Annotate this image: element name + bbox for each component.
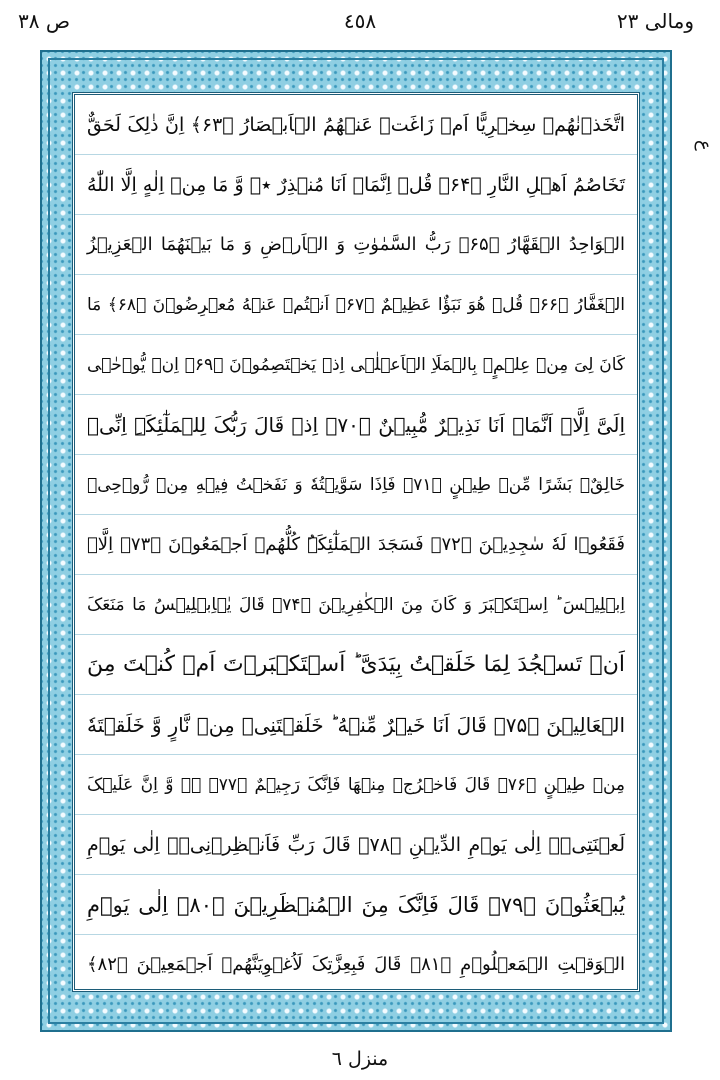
ornamental-border (40, 50, 672, 1032)
verse-line-13: لَعۡنَتِیۡۤ اِلٰی یَوۡمِ الدِّیۡنِ ﴿۷۸﴾ قَالَ رَبِّ فَاَنۡظِرۡنِیۡۤ اِلٰی یَوۡمِ (75, 815, 637, 875)
verse-line-8: فَقَعُوۡا لَهٗ سٰجِدِیۡنَ ﴿۷۲﴾ فَسَجَدَ الۡمَلٰٓئِکَۃُ کُلُّهُمۡ اَجۡمَعُوۡنَ ﴿۷۳﴾ اِلَّاۤ (75, 515, 637, 575)
verse-line-15: الۡوَقۡتِ الۡمَعۡلُوۡمِ ﴿۸۱﴾ قَالَ فَبِعِزَّتِکَ لَاُغۡوِیَنَّهُمۡ اَجۡمَعِیۡنَ ﴿۸۲﴾ (87, 954, 626, 975)
manzil-footer: منزل ٦ (331, 1048, 389, 1070)
verse-line-9: اِبۡلِیۡسَ ؕ اِسۡتَکۡبَرَ وَ کَانَ مِنَ الۡکٰفِرِیۡنَ ﴿۷۴﴾ قَالَ یٰۤاِبۡلِیۡسُ مَا مَنَعَکَ (75, 575, 637, 635)
verse-line-12: مِنۡ طِیۡنٍ ﴿۷۶﴾ قَالَ فَاخۡرُجۡ مِنۡهَا فَاِنَّکَ رَجِیۡمٌ ﴿۷۷﴾ ۖۚ وَّ اِنَّ عَلَیۡکَ (75, 755, 637, 815)
verse-panel (72, 92, 640, 992)
ruku-marker: ع (694, 140, 715, 151)
verse-line-7: خَالِقٌۢ بَشَرًا مِّنۡ طِیۡنٍ ﴿۷۱﴾ فَاِذَا سَوَّیۡتُهٗ وَ نَفَخۡتُ فِیۡهِ مِنۡ رُّوۡحِیۡ (75, 455, 637, 515)
verse-line-1: اتَّخَذۡنٰهُمۡ سِخۡرِیًّا اَمۡ زَاغَتۡ عَنۡهُمُ الۡاَبۡصَارُ ﴿۶۳﴾ اِنَّ ذٰلِکَ لَحَقٌّ (75, 95, 637, 155)
page-number: ٤٥٨ (343, 9, 377, 33)
verse-line-2: تَخَاصُمُ اَهۡلِ النَّارِ ﴿۶۴﴾ قُلۡ اِنَّمَاۤ اَنَا مُنۡذِرٌ ٭ۖ وَّ مَا مِنۡ اِلٰهٍ اِلَّا اللّٰهُ (75, 155, 637, 215)
verse-line-10: اَنۡ تَسۡجُدَ لِمَا خَلَقۡتُ بِیَدَیَّ ؕ اَسۡتَکۡبَرۡتَ اَمۡ کُنۡتَ مِنَ (75, 635, 637, 695)
verse-line-4: الۡغَفَّارُ ﴿۶۶﴾ قُلۡ هُوَ نَبَؤٌا عَظِیۡمٌ ﴿۶۷﴾ اَنۡتُمۡ عَنۡهُ مُعۡرِضُوۡنَ ﴿۶۸﴾ مَا (75, 275, 637, 335)
verse-line-5: کَانَ لِیَ مِنۡ عِلۡمٍۭ بِالۡمَلَاِ الۡاَعۡلٰۤی اِذۡ یَخۡتَصِمُوۡنَ ﴿۶۹﴾ اِنۡ یُّوۡحٰۤی (75, 335, 637, 395)
juz-name: ومالی ٢٣ (616, 9, 694, 33)
verse-line-11: الۡعَالِیۡنَ ﴿۷۵﴾ قَالَ اَنَا خَیۡرٌ مِّنۡهُ ؕ خَلَقۡتَنِیۡ مِنۡ نَّارٍ وَّ خَلَقۡتَهٗ (75, 695, 637, 755)
verse-line-6: اِلَیَّ اِلَّاۤ اَنَّمَاۤ اَنَا نَذِیۡرٌ مُّبِیۡنٌ ﴿۷۰﴾ اِذۡ قَالَ رَبُّکَ لِلۡمَلٰٓئِکَۃِ اِنِّیۡ (75, 395, 637, 455)
verse-line-3: الۡوَاحِدُ الۡقَهَّارُ ﴿۶۵﴾ رَبُّ السَّمٰوٰتِ وَ الۡاَرۡضِ وَ مَا بَیۡنَهُمَا الۡعَزِیۡزُ (75, 215, 637, 275)
surah-reference: ص ٣٨ (18, 9, 71, 33)
page-header (0, 0, 720, 50)
verse-line-14: یُبۡعَثُوۡنَ ﴿۷۹﴾ قَالَ فَاِنَّکَ مِنَ الۡمُنۡظَرِیۡنَ ﴿۸۰﴾ اِلٰی یَوۡمِ (75, 875, 637, 935)
